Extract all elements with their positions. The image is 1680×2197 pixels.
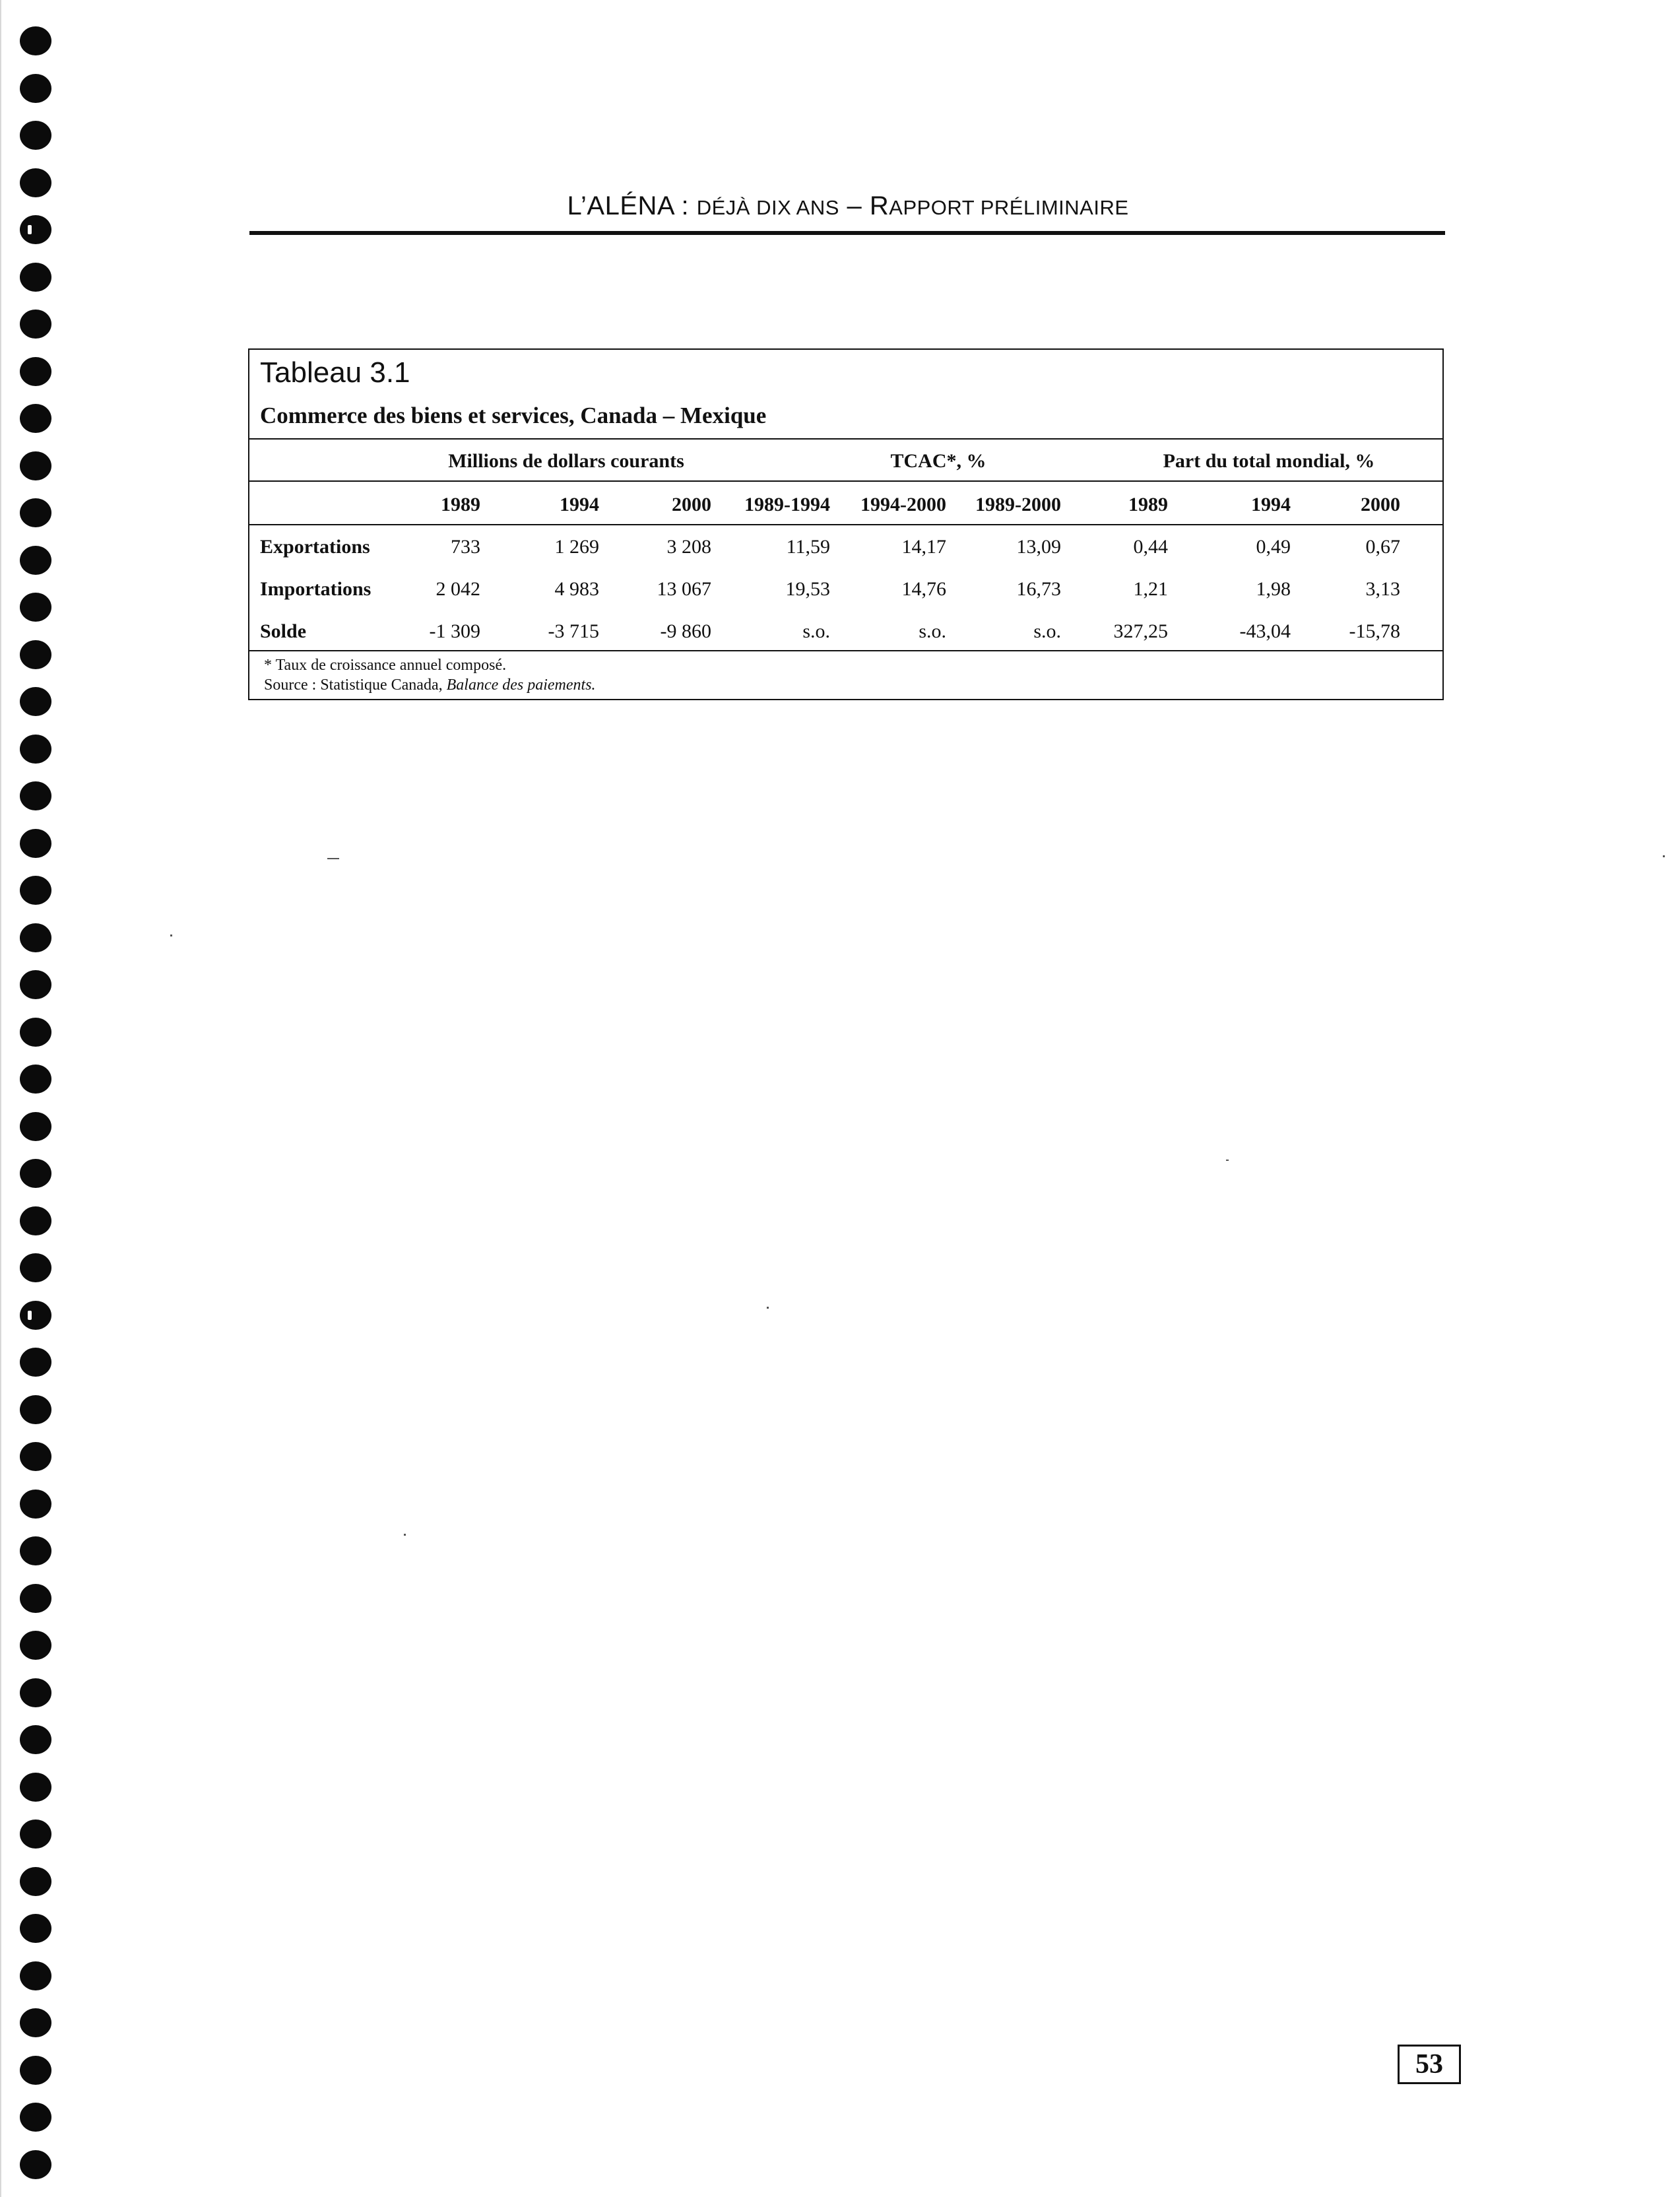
binding-hole: [20, 1442, 51, 1471]
binding-hole: [20, 781, 51, 810]
column-header: 1994: [560, 494, 599, 515]
table-title: Commerce des biens et services, Canada – Mexique: [260, 403, 767, 428]
table-bottom-rule: [249, 650, 1442, 651]
table-cell: -3 715: [548, 620, 599, 642]
table-cell: 4 983: [554, 578, 599, 600]
source-title: Balance des paiements.: [446, 676, 596, 694]
header-report-initial: R: [869, 191, 889, 220]
binding-hole: [20, 74, 51, 103]
table-cell: 13,09: [1016, 536, 1061, 558]
column-header: 1989-2000: [975, 494, 1061, 515]
binding-hole: [20, 970, 51, 999]
binding-hole: [20, 1159, 51, 1188]
header-subtitle: DÉJÀ DIX ANS: [696, 196, 839, 219]
scan-speck: [1663, 855, 1665, 857]
column-header: 1994: [1251, 494, 1291, 515]
group-header-rule: [249, 480, 1442, 482]
table-cell: -15,78: [1349, 620, 1400, 642]
binding-hole: [20, 1773, 51, 1802]
binding-hole: [20, 1348, 51, 1377]
binding-hole: [20, 1301, 51, 1330]
binding-holes: [20, 26, 54, 2191]
binding-hole: [20, 1961, 51, 1990]
header-dash: –: [839, 191, 870, 220]
footnote: * Taux de croissance annuel composé.: [264, 657, 507, 674]
binding-hole: [20, 2150, 51, 2179]
table-cell: -1 309: [429, 620, 480, 642]
scan-speck: [327, 858, 339, 859]
binding-hole: [20, 1914, 51, 1943]
binding-hole: [20, 640, 51, 669]
binding-hole: [20, 876, 51, 905]
binding-hole: [20, 829, 51, 858]
binding-hole: [20, 1867, 51, 1896]
group-header-share: Part du total mondial, %: [1163, 450, 1375, 472]
table-cell: 14,76: [901, 578, 946, 600]
binding-hole: [20, 404, 51, 433]
binding-hole: [20, 2056, 51, 2085]
column-header: 2000: [1361, 494, 1400, 515]
binding-hole: [20, 546, 51, 575]
header-separator: :: [673, 191, 697, 220]
binding-hole: [20, 1018, 51, 1047]
table-cell: 0,44: [1133, 536, 1168, 558]
row-label: Solde: [260, 620, 307, 642]
header-rule: [249, 231, 1445, 235]
binding-hole: [20, 1253, 51, 1282]
group-header-millions: Millions de dollars courants: [448, 450, 684, 472]
binding-hole: [20, 26, 51, 55]
column-header: 1994-2000: [860, 494, 946, 515]
binding-hole: [20, 498, 51, 527]
table-cell: s.o.: [919, 620, 946, 642]
row-label: Importations: [260, 578, 372, 600]
binding-hole: [20, 215, 51, 244]
binding-hole: [20, 1065, 51, 1094]
header-report-rest: APPORT PRÉLIMINAIRE: [889, 196, 1129, 219]
binding-hole: [20, 357, 51, 386]
binding-hole: [20, 923, 51, 952]
scan-speck: [170, 935, 172, 936]
table-cell: 14,17: [901, 536, 946, 558]
table-cell: s.o.: [802, 620, 830, 642]
binding-hole: [20, 687, 51, 716]
header-title-main: L’ALÉNA: [567, 191, 674, 220]
table-cell: 1,21: [1133, 578, 1168, 600]
table-top-rule: [249, 438, 1442, 440]
binding-hole: [20, 1678, 51, 1707]
table-cell: 11,59: [786, 536, 830, 558]
table-cell: 2 042: [436, 578, 480, 600]
table-cell: 733: [451, 536, 480, 558]
group-header-tcac: TCAC*, %: [890, 450, 986, 472]
hole-notch: [28, 1311, 32, 1320]
table-cell: 3,13: [1365, 578, 1400, 600]
table-cell: 0,67: [1365, 536, 1400, 558]
binding-hole: [20, 121, 51, 150]
table-cell: -43,04: [1239, 620, 1291, 642]
table-cell: 1,98: [1256, 578, 1291, 600]
binding-hole: [20, 1112, 51, 1141]
binding-hole: [20, 168, 51, 197]
binding-hole: [20, 1820, 51, 1849]
hole-notch: [28, 225, 32, 234]
binding-hole: [20, 735, 51, 764]
table-cell: -9 860: [660, 620, 711, 642]
table-cell: 327,25: [1113, 620, 1168, 642]
scan-speck: [1226, 1160, 1229, 1161]
binding-hole: [20, 593, 51, 622]
row-label: Exportations: [260, 536, 370, 558]
binding-hole: [20, 310, 51, 339]
table-cell: s.o.: [1033, 620, 1061, 642]
binding-hole: [20, 1395, 51, 1424]
binding-hole: [20, 2103, 51, 2132]
table-cell: 3 208: [666, 536, 711, 558]
scan-speck: [404, 1534, 406, 1536]
binding-hole: [20, 1584, 51, 1613]
binding-hole: [20, 1206, 51, 1235]
column-header: 1989: [441, 494, 480, 515]
column-header: 1989-1994: [744, 494, 830, 515]
table-cell: 19,53: [785, 578, 830, 600]
binding-hole: [20, 2008, 51, 2037]
table-notes: [264, 655, 596, 695]
page-edge: [0, 0, 1, 2197]
source-line: [264, 675, 596, 695]
binding-hole: [20, 1490, 51, 1519]
table-cell: 1 269: [554, 536, 599, 558]
table-cell: 16,73: [1016, 578, 1061, 600]
scan-speck: [767, 1307, 769, 1309]
binding-hole: [20, 1725, 51, 1754]
binding-hole: [20, 1631, 51, 1660]
table-box: [248, 348, 1444, 700]
binding-hole: [20, 1536, 51, 1565]
column-header-rule: [249, 524, 1442, 525]
column-header: 1989: [1128, 494, 1168, 515]
table-cell: 13 067: [657, 578, 711, 600]
source-prefix: Source : Statistique Canada,: [264, 676, 447, 694]
table-cell: 0,49: [1256, 536, 1291, 558]
binding-hole: [20, 263, 51, 292]
running-header: [251, 191, 1445, 221]
table-label: Tableau 3.1: [260, 356, 410, 389]
page-number: 53: [1398, 2045, 1461, 2084]
binding-hole: [20, 451, 51, 480]
column-header: 2000: [672, 494, 711, 515]
